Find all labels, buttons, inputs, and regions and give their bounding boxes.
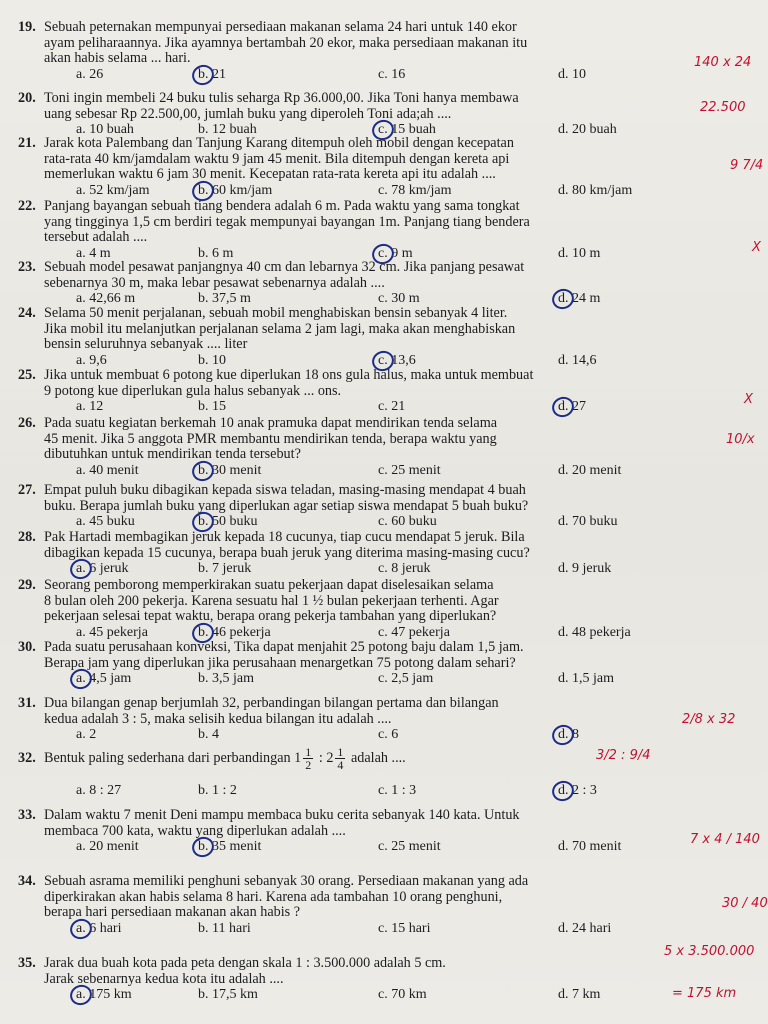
- option-a[interactable]: a. 42,66 m: [76, 291, 136, 306]
- question-text-line: Panjang bayangan sebuah tiang bendera adalah 6 m. Pada waktu yang sama tongkat: [44, 198, 520, 214]
- question-20: [18, 91, 740, 138]
- question-text-line: Sebuah model pesawat panjangnya 40 cm dan lebarnya 32 cm. Jika panjang pesawat: [44, 259, 525, 275]
- question-text: [18, 20, 740, 36]
- option-a[interactable]: a. 45 pekerja: [76, 624, 148, 640]
- question-text: [18, 483, 740, 499]
- option-c[interactable]: c. 25 menit: [378, 839, 441, 854]
- option-d[interactable]: d. 7 km: [558, 987, 601, 1002]
- option-d[interactable]: d. 48 pekerja: [558, 624, 631, 640]
- option-a[interactable]: a. 26: [76, 66, 104, 82]
- option-b[interactable]: b. 46 pekerja: [198, 624, 271, 640]
- question-number: 21.: [18, 135, 36, 151]
- option-c[interactable]: c. 15 hari: [378, 920, 431, 936]
- handwritten-note: 2/8 x 32: [682, 712, 736, 727]
- option-d[interactable]: d. 10 m: [558, 245, 601, 261]
- question-number: 26.: [18, 415, 36, 431]
- question-text: 45 menit. Jika 5 anggota PMR membantu mendirikan tenda, berapa waktu yang: [44, 430, 497, 447]
- ratio-expression: 1 $\frac{1}{2}$ : 2 $\frac{1}{4}$ adalah ....: [294, 745, 406, 772]
- question-26: [18, 416, 740, 479]
- option-d[interactable]: d. 70 buku: [558, 514, 618, 529]
- answer-options: [18, 67, 740, 83]
- question-text: [18, 530, 740, 546]
- option-d[interactable]: d. 20 buah: [558, 122, 617, 137]
- question-text-line: Jarak dua buah kota pada peta dengan skala 1 : 3.500.000 adalah 5 cm.: [44, 955, 446, 971]
- question-text-line: Seorang pemborong memperkirakan suatu pekerjaan dapat diselesaikan selama: [44, 577, 494, 593]
- option-b[interactable]: b. 15: [198, 399, 226, 414]
- option-c[interactable]: c. 47 pekerja: [378, 624, 450, 640]
- question-21: [18, 136, 740, 199]
- handwritten-note: X: [744, 392, 753, 407]
- option-b[interactable]: b. 30 menit: [198, 462, 262, 478]
- option-a[interactable]: a. 9,6: [76, 352, 107, 368]
- option-b[interactable]: b. 50 buku: [198, 514, 258, 529]
- question-text: dibutuhkan untuk mendirikan tenda tersebut?: [44, 446, 301, 462]
- answer-options: [18, 839, 740, 855]
- option-d[interactable]: d. 20 menit: [558, 462, 622, 478]
- answer-options: [18, 921, 740, 937]
- question-number: 31.: [18, 695, 36, 711]
- question-text: akan habis selama ... hari.: [44, 50, 191, 66]
- question-number: 35.: [18, 955, 36, 971]
- option-c[interactable]: c. 1 : 3: [378, 783, 417, 798]
- question-text: sebenarnya 30 m, maka lebar pesawat sebenarnya adalah ....: [44, 274, 385, 291]
- handwritten-note: 22.500: [700, 100, 746, 115]
- question-number: 23.: [18, 259, 36, 275]
- handwritten-note: X: [752, 240, 761, 255]
- question-number: 34.: [18, 873, 36, 889]
- option-c[interactable]: c. 25 menit: [378, 462, 441, 478]
- question-text: dibagikan kepada 15 cucunya, berapa buah jeruk yang diterima masing-masing cucu?: [44, 544, 530, 561]
- option-c[interactable]: c. 16: [378, 66, 406, 82]
- question-text: Berapa jam yang diperlukan jika perusahaan menargetkan 75 potong dalam sehari?: [44, 654, 516, 671]
- question-text-line: Dua bilangan genap berjumlah 32, perbandingan bilangan pertama dan bilangan: [44, 695, 499, 711]
- question-text-line: Pak Hartadi membagikan jeruk kepada 18 cucunya, tiap cucu mendapat 5 jeruk. Bila: [44, 529, 525, 545]
- question-number: 25.: [18, 367, 36, 383]
- question-text: [18, 416, 740, 432]
- answer-options: [18, 463, 740, 479]
- question-number: 33.: [18, 807, 36, 823]
- option-c[interactable]: c. 60 buku: [378, 514, 437, 529]
- option-c[interactable]: c. 30 m: [378, 291, 420, 306]
- answer-options: [18, 183, 740, 199]
- option-d[interactable]: d. 2 : 3: [558, 783, 597, 798]
- answer-options: [18, 783, 740, 799]
- option-a[interactable]: a. 12: [76, 399, 104, 414]
- option-a[interactable]: a. 45 buku: [76, 514, 135, 529]
- question-text: [18, 640, 740, 656]
- question-text: pekerjaan selesai tepat waktu, berapa orang pekerja tambahan yang diperlukan?: [44, 608, 497, 624]
- option-d[interactable]: d. 80 km/jam: [558, 182, 633, 198]
- option-a[interactable]: a. 175 km: [76, 987, 132, 1002]
- option-d[interactable]: d. 1,5 jam: [558, 671, 614, 686]
- option-d[interactable]: d. 14,6: [558, 352, 597, 368]
- option-c[interactable]: c. 21: [378, 399, 406, 414]
- question-text: 9 potong kue diperlukan gula halus sebanyak ... ons.: [44, 382, 342, 399]
- fraction: $\frac{1}{2}$: [305, 745, 312, 772]
- question-text: Jika mobil itu melanjutkan perjalanan selama 2 jam lagi, maka akan menghabiskan: [44, 320, 516, 337]
- option-a[interactable]: a. 2: [76, 727, 97, 742]
- option-b[interactable]: b. 12 buah: [198, 122, 257, 137]
- question-text: diperkirakan akan habis selama 8 hari. Karena ada tambahan 10 orang penghuni,: [44, 888, 503, 905]
- question-text: [18, 199, 740, 215]
- option-c[interactable]: c. 8 jeruk: [378, 561, 431, 576]
- question-number: 29.: [18, 577, 36, 593]
- whole: 2: [326, 749, 334, 766]
- answer-options: [18, 727, 740, 743]
- option-d[interactable]: d. 10: [558, 66, 586, 82]
- question-text: Jarak sebenarnya kedua kota itu adalah ....: [44, 970, 284, 987]
- question-number: 28.: [18, 529, 36, 545]
- question-text: 8 bulan oleh 200 pekerja. Karena sesuatu hal 1 ½ bulan pekerjaan terhenti. Agar: [44, 592, 499, 609]
- option-b[interactable]: b. 21: [198, 66, 226, 82]
- option-c[interactable]: c. 6: [378, 727, 399, 742]
- option-d[interactable]: d. 70 menit: [558, 839, 622, 854]
- question-25: [18, 368, 740, 415]
- question-text-line: Sebuah asrama memiliki penghuni sebanyak 30 orang. Persediaan makanan yang ada: [44, 873, 529, 889]
- question-text: berapa hari persediaan makanan akan habis ?: [44, 904, 301, 920]
- handwritten-note: 7 x 4 / 140: [690, 832, 760, 847]
- answer-options: [18, 514, 740, 530]
- question-number: 22.: [18, 198, 36, 214]
- option-b[interactable]: b. 11 hari: [198, 920, 251, 936]
- option-c[interactable]: c. 70 km: [378, 987, 427, 1002]
- question-text: yang tingginya 1,5 cm berdiri tegak mempunyai bayangan 1m. Panjang tiang bendera: [44, 213, 530, 230]
- question-text: kedua adalah 3 : 5, maka selisih kedua bilangan itu adalah ....: [44, 710, 392, 727]
- option-b[interactable]: b. 60 km/jam: [198, 182, 273, 198]
- question-text: [18, 306, 740, 322]
- question-text: [18, 808, 740, 824]
- option-d[interactable]: d. 27: [558, 399, 586, 414]
- question-19: [18, 20, 740, 83]
- question-text-line: Dalam waktu 7 menit Deni mampu membaca buku cerita sebanyak 140 kata. Untuk: [44, 807, 520, 823]
- question-text-line: Bentuk paling sederhana dari perbandingan: [44, 749, 291, 766]
- question-text-line: Sebuah peternakan mempunyai persediaan makanan selama 24 hari untuk 140 ekor: [44, 19, 517, 35]
- option-c[interactable]: c. 78 km/jam: [378, 182, 452, 198]
- whole: 1: [294, 749, 302, 766]
- option-a[interactable]: a. 4 m: [76, 245, 111, 261]
- handwritten-note: 5 x 3.500.000: [664, 944, 755, 959]
- option-a[interactable]: a. 8 : 27: [76, 783, 122, 798]
- handwritten-note: = 175 km: [672, 986, 737, 1001]
- question-number: 27.: [18, 482, 36, 498]
- handwritten-note: 9 7/4: [730, 158, 764, 173]
- question-34: [18, 874, 740, 937]
- handwritten-note: 30 / 40: [722, 896, 768, 911]
- option-d[interactable]: d. 24 m: [558, 291, 601, 306]
- option-b[interactable]: b. 10: [198, 352, 226, 368]
- question-number: 24.: [18, 305, 36, 321]
- question-number: 20.: [18, 90, 36, 106]
- option-a[interactable]: a. 10 buah: [76, 122, 134, 137]
- option-b[interactable]: b. 37,5 m: [198, 291, 251, 306]
- question-text: [18, 91, 740, 107]
- question-text: [18, 874, 740, 890]
- handwritten-note: 10/x: [726, 432, 755, 447]
- question-text: [18, 956, 740, 972]
- option-b[interactable]: b. 1 : 2: [198, 783, 237, 798]
- question-35: [18, 956, 740, 1003]
- handwritten-note: 3/2 : 9/4: [596, 748, 651, 763]
- question-text: [18, 368, 740, 384]
- question-text-line: Selama 50 menit perjalanan, sebuah mobil menghabiskan bensin sebanyak 4 liter.: [44, 305, 508, 321]
- question-30: [18, 640, 740, 687]
- question-23: [18, 260, 740, 307]
- question-tail: adalah ....: [350, 749, 406, 766]
- option-a[interactable]: a. 6 hari: [76, 920, 122, 936]
- question-text: membaca 700 kata, waktu yang diperlukan adalah ....: [44, 822, 346, 839]
- question-24: [18, 306, 740, 369]
- option-d[interactable]: d. 24 hari: [558, 920, 612, 936]
- option-a[interactable]: a. 52 km/jam: [76, 182, 150, 198]
- option-b[interactable]: b. 17,5 km: [198, 987, 258, 1002]
- question-text: [18, 696, 740, 712]
- question-33: [18, 808, 740, 855]
- question-29: [18, 578, 740, 641]
- question-text-line: Jarak kota Palembang dan Tanjung Karang ditempuh oleh mobil dengan kecepatan: [44, 135, 514, 151]
- question-text-line: Empat puluh buku dibagikan kepada siswa teladan, masing-masing mendapat 4 buah: [44, 482, 526, 498]
- fraction: $\frac{1}{4}$: [337, 745, 344, 772]
- option-d[interactable]: d. 9 jeruk: [558, 561, 612, 576]
- question-number: 30.: [18, 639, 36, 655]
- option-b[interactable]: b. 4: [198, 727, 219, 742]
- option-a[interactable]: a. 20 menit: [76, 839, 139, 854]
- question-text: memerlukan waktu 6 jam 30 menit. Kecepatan rata-rata kereta api itu adalah ....: [44, 166, 496, 182]
- question-text: [18, 136, 740, 152]
- option-a[interactable]: a. 40 menit: [76, 462, 139, 478]
- question-text: buku. Berapa jumlah buku yang diperlukan agar setiap siswa mendapat 5 buah buku?: [44, 497, 529, 514]
- question-text: bensin seluruhnya sebanyak .... liter: [44, 336, 248, 352]
- question-text: tersebut adalah ....: [44, 229, 148, 245]
- answer-options: [18, 671, 740, 687]
- option-c[interactable]: c. 15 buah: [378, 122, 436, 137]
- answer-options: [18, 561, 740, 577]
- question-text: uang sebesar Rp 22.500,00, jumlah buku yang diperoleh Toni ada;ah ....: [44, 105, 452, 122]
- question-22: [18, 199, 740, 262]
- option-a[interactable]: a. 6 jeruk: [76, 561, 129, 576]
- question-text: [18, 260, 740, 276]
- question-number: 32.: [18, 749, 36, 766]
- option-d[interactable]: d. 8: [558, 727, 579, 742]
- question-text: [18, 578, 740, 594]
- question-28: [18, 530, 740, 577]
- question-text-line: Toni ingin membeli 24 buku tulis seharga Rp 36.000,00. Jika Toni hanya membawa: [44, 90, 519, 106]
- option-b[interactable]: b. 6 m: [198, 245, 234, 261]
- answer-options: [18, 987, 740, 1003]
- answer-options: [18, 399, 740, 415]
- handwritten-note: 140 x 24: [694, 55, 752, 70]
- option-b[interactable]: b. 3,5 jam: [198, 671, 254, 686]
- option-c[interactable]: c. 2,5 jam: [378, 671, 434, 686]
- option-b[interactable]: b. 35 menit: [198, 839, 262, 854]
- question-text: rata-rata 40 km/jamdalam waktu 9 jam 45 menit. Bila ditempuh dengan kereta api: [44, 150, 510, 167]
- question-27: [18, 483, 740, 530]
- question-text: ayam peliharaannya. Jika ayamnya bertambah 20 ekor, maka persediaan makanan itu: [44, 34, 528, 51]
- option-c[interactable]: c. 9 m: [378, 245, 413, 261]
- question-31: [18, 696, 740, 743]
- question-text-line: Jika untuk membuat 6 potong kue diperlukan 18 ons gula halus, maka untuk membuat: [44, 367, 534, 383]
- question-text-line: Pada suatu kegiatan berkemah 10 anak pramuka dapat mendirikan tenda selama: [44, 415, 498, 431]
- question-text-line: Pada suatu perusahaan konveksi, Tika dapat menjahit 25 potong baju dalam 1,5 jam.: [44, 639, 524, 655]
- option-b[interactable]: b. 7 jeruk: [198, 561, 252, 576]
- question-number: 19.: [18, 19, 36, 35]
- option-a[interactable]: a. 4,5 jam: [76, 671, 132, 686]
- option-c[interactable]: c. 13,6: [378, 352, 416, 368]
